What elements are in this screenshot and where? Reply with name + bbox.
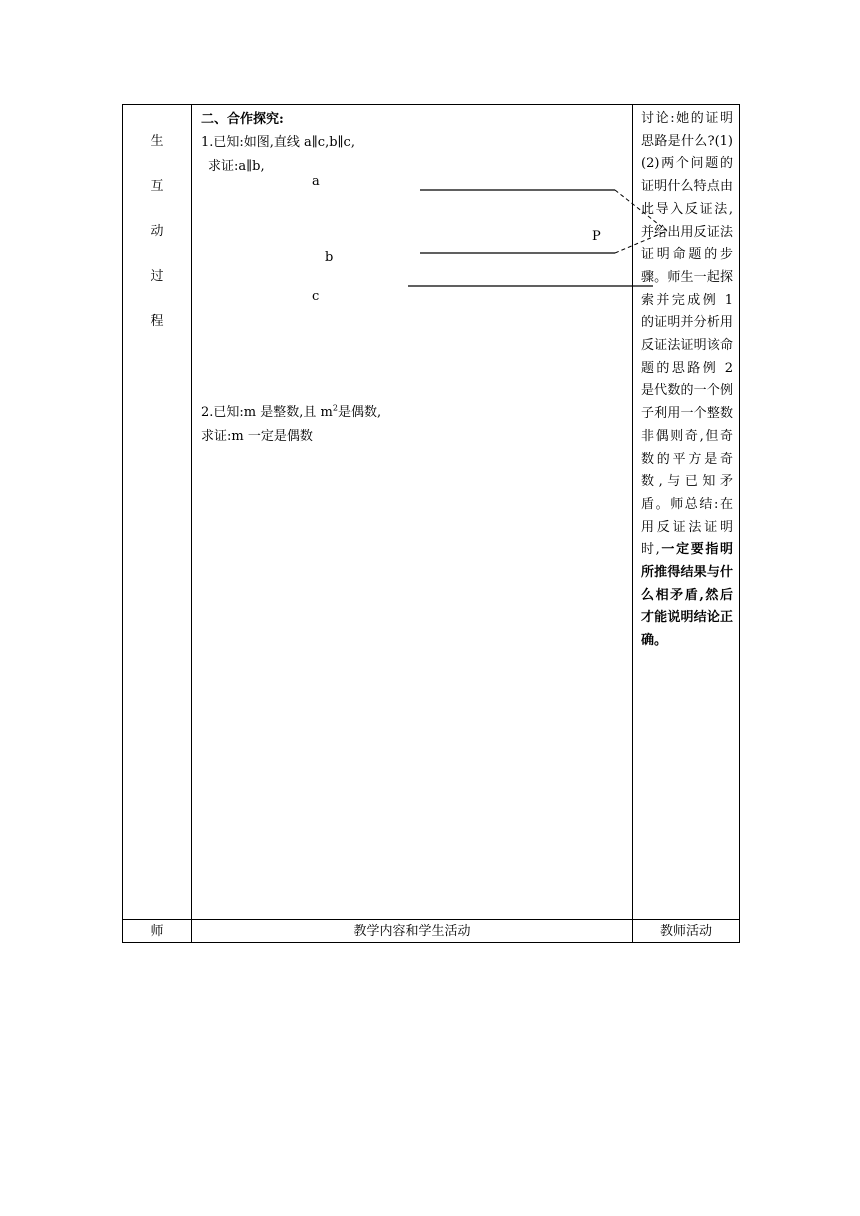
teacher-notes: 讨论:她的证明思路是什么?(1)(2)两个问题的证明什么特点由此导入反证法,并给出用反证法证明命题的步骤。师生一起探索并完成例 1 的证明并分析用反证法证明该命题的思路例 2 是代数的一个例子利用一个整数非偶则奇,但奇数的平方是奇数,与已知矛盾。师总结:在用反证法证明时, xyxy=(641,111,733,558)
parallel-lines-figure xyxy=(312,165,622,315)
footer-col2: 教学内容和学生活动 xyxy=(192,920,633,943)
label-b: b xyxy=(325,250,334,265)
footer-col1: 师 xyxy=(123,920,192,943)
side-column-cell xyxy=(123,105,192,920)
problem2-prove: 求证:m 一定是偶数 xyxy=(201,429,313,444)
label-c: c xyxy=(312,289,320,304)
teacher-activity-cell xyxy=(633,105,740,920)
content-area xyxy=(192,105,632,919)
label-a: a xyxy=(312,174,320,189)
teacher-activity-text xyxy=(633,105,739,653)
side-char: 过 xyxy=(150,269,164,284)
problem2-given xyxy=(201,401,381,420)
content-cell xyxy=(192,105,633,920)
section-heading: 二、合作探究: xyxy=(201,112,284,127)
side-char: 生 xyxy=(150,134,164,149)
label-p: P xyxy=(592,229,601,244)
table-row-footer xyxy=(123,920,740,943)
problem2-given-text: 2.已知:m 是整数,且 m xyxy=(201,405,333,420)
side-char: 程 xyxy=(150,314,164,329)
lesson-table xyxy=(122,104,740,943)
problem1-prove: 求证:a∥b, xyxy=(208,159,265,174)
teacher-notes-emphasis: 一定要指明所推得结果与什么相矛盾,然后才能说明结论正确。 xyxy=(641,542,733,649)
problem1-given: 1.已知:如图,直线 a∥c,b∥c, xyxy=(201,135,355,150)
problem2-given-tail: 是偶数, xyxy=(337,405,382,420)
side-column-label xyxy=(123,105,191,360)
side-char: 互 xyxy=(150,179,164,194)
table-row-main xyxy=(123,105,740,920)
problem2-exponent: 2 xyxy=(332,403,338,413)
side-char: 动 xyxy=(150,224,164,239)
footer-col3: 教师活动 xyxy=(633,920,740,943)
